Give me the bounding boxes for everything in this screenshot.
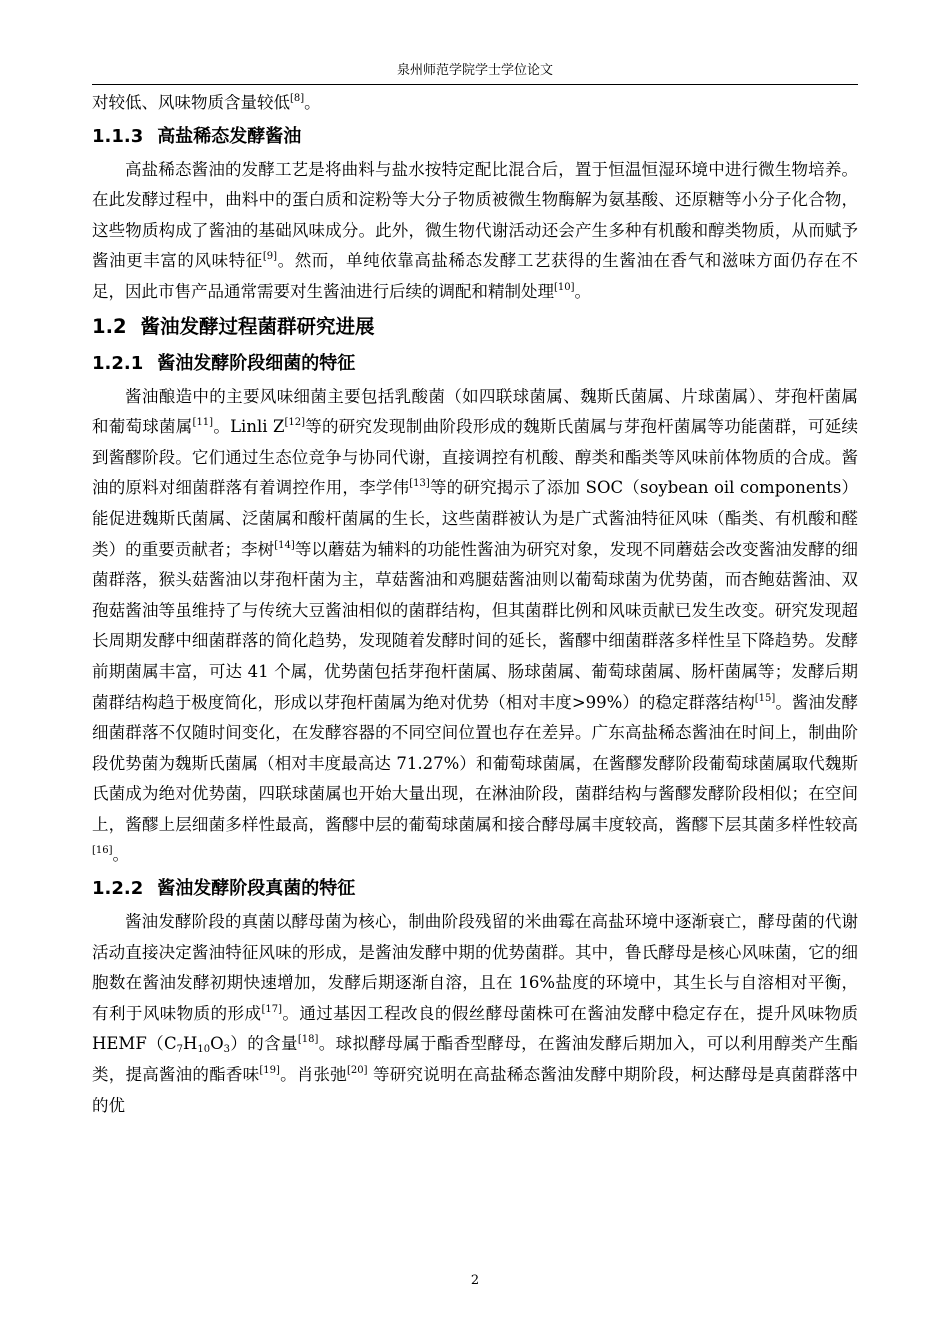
paragraph-high-salt-process xyxy=(92,155,858,308)
text: 。球拟酵母属于酯香型酵母，在酱油发酵后期加入，可以利用醇类产生酯类，提高酱油的酯香味 xyxy=(92,1034,859,1085)
citation: [16] xyxy=(92,845,113,857)
text: 酱油发酵阶段的真菌以酵母菌为核心，制曲阶段残留的米曲霉在高盐环境中逐渐衰亡，酵母菌的代谢活动直接决定酱油特征风味的形成，是酱油发酵中期的优势菌群。其中，鲁氏酵母是核心风味菌，它的细胞数在酱油发酵初期快速增加，发酵后期逐渐自溶，且在 16%盐度的环境中，其生长与自溶相对平衡，有利于风味物质的形成 xyxy=(92,912,858,1023)
citation: [17] xyxy=(261,1003,282,1015)
citation: [18] xyxy=(297,1034,319,1046)
paragraph-fungi xyxy=(92,907,858,1121)
citation: [20] xyxy=(347,1065,368,1077)
section-title: 高盐稀态发酵酱油 xyxy=(157,125,302,147)
citation: [15] xyxy=(754,692,776,704)
text: 。 xyxy=(574,281,592,301)
text: 酱油酿造中的主要风味细菌主要包括乳酸菌（如四联球菌属、魏斯氏菌属、片球菌属）、芽孢杆菌属和葡萄球菌属 xyxy=(92,386,858,437)
section-number: 1.2.1 xyxy=(92,352,144,374)
subscript: 7 xyxy=(176,1044,184,1056)
paragraph-continued xyxy=(92,88,858,119)
text: 。通过基因工程改良的假丝酵母菌株可在酱油发酵中稳定存在，提升风味物质 HEMF（C xyxy=(92,1003,859,1054)
section-heading-1-2-1 xyxy=(92,346,858,382)
text: 。然而，单纯依靠高盐稀态发酵工艺获得的生酱油在香气和滋味方面仍存在不足，因此市售产品通常需要对生酱油进行后续的调配和精制处理 xyxy=(92,251,859,301)
text: 。酱油发酵细菌群落不仅随时间变化，在发酵容器的不同空间位置也存在差异。广东高盐稀态酱油在时间上，制曲阶段优势菌为魏斯氏菌属（相对丰度最高达 71.27%）和葡萄球菌属，在酱醪发酵阶段葡萄球菌属取代魏斯氏菌成为绝对优势菌，四联球菌属也开始大量出现，在淋油阶段，菌群结构与酱醪发酵阶段相似；在空间上，酱醪上层细菌多样性最高，酱醪中层的葡萄球菌属和接合酵母属丰度较高，酱醪下层其菌多样性较高 xyxy=(92,692,859,834)
body-content xyxy=(92,88,858,1121)
page-number: 2 xyxy=(470,1273,480,1288)
running-header: 泉州师范学院学士学位论文 xyxy=(396,63,553,78)
section-number: 1.2 xyxy=(92,314,127,338)
citation: [10] xyxy=(554,281,575,293)
paragraph-bacteria xyxy=(92,382,858,872)
text: 。 xyxy=(304,93,321,112)
text: 等的研究发现制曲阶段形成的魏斯氏菌属与芽孢杆菌属等功能菌群，可延续到酱醪阶段。它们通过生态位竞争与协同代谢，直接调控有机酸、醇类和酯类等风味前体物质的合成。酱油的原料对细菌群落有着调控作用，李学伟 xyxy=(92,417,859,498)
text: 。Linli Z xyxy=(213,417,285,437)
citation: [11] xyxy=(192,417,214,429)
section-title: 酱油发酵阶段细菌的特征 xyxy=(157,352,356,374)
text: 等研究说明在高盐稀态酱油发酵中期阶段，柯达酵母是真菌群落中的优 xyxy=(92,1065,859,1115)
text: 对较低、风味物质含量较低 xyxy=(92,93,290,112)
text: O xyxy=(210,1034,224,1054)
citation: [9] xyxy=(262,251,278,263)
section-number: 1.1.3 xyxy=(92,125,144,147)
text: H xyxy=(183,1034,198,1054)
citation: [12] xyxy=(284,417,306,429)
section-heading-1-2-2 xyxy=(92,871,858,907)
subscript: 3 xyxy=(223,1044,231,1056)
text: 等以蘑菇为辅料的功能性酱油为研究对象，发现不同蘑菇会改变酱油发酵的细菌群落，猴头菇酱油以芽孢杆菌为主，草菇酱油和鸡腿菇酱油则以葡萄球菌为优势菌，而杏鲍菇酱油、双孢菇酱油等虽维持了与传统大豆酱油相似的菌群结构，但其菌群比例和风味贡献已发生改变。研究发现超长周期发酵中细菌群落的简化趋势，发现随着发酵时间的延长，酱醪中细菌群落多样性呈下降趋势。发酵前期菌属丰富，可达 41 个属，优势菌包括芽孢杆菌属、肠球菌属、葡萄球菌属、肠杆菌属等；发酵后期菌群结构趋于极度简化，形成以芽孢杆菌属为绝对优势（相对丰度>99%）的稳定群落结构 xyxy=(92,539,859,712)
citation: [14] xyxy=(274,539,295,551)
citation: [8] xyxy=(290,93,305,104)
section-heading-1-1-3 xyxy=(92,119,858,155)
subscript: 10 xyxy=(197,1044,211,1056)
section-title: 酱油发酵过程菌群研究进展 xyxy=(140,314,375,338)
text: 等的研究揭示了添加 SOC（soybean oil components）能促进魏斯氏菌属、泛菌属和酸杆菌属的生长，这些菌群被认为是广式酱油特征风味（酯类、有机酸和醛类）的重要贡献者；李树 xyxy=(92,478,859,559)
header-rule xyxy=(92,84,858,85)
citation: [13] xyxy=(409,478,430,490)
citation: [19] xyxy=(259,1065,280,1077)
section-title: 酱油发酵阶段真菌的特征 xyxy=(157,878,356,900)
text: ）的含量 xyxy=(230,1034,298,1054)
text: 高盐稀态酱油的发酵工艺是将曲料与盐水按特定配比混合后，置于恒温恒湿环境中进行微生物培养。在此发酵过程中，曲料中的蛋白质和淀粉等大分子物质被微生物酶解为氨基酸、还原糖等小分子化合物，这些物质构成了酱油的基础风味成分。此外，微生物代谢活动还会产生多种有机酸和醇类物质，从而赋予酱油更丰富的风味特征 xyxy=(92,159,858,271)
section-heading-1-2 xyxy=(92,308,858,346)
text: 。 xyxy=(112,845,130,865)
section-number: 1.2.2 xyxy=(92,878,144,900)
text: 。肖张弛 xyxy=(279,1065,348,1085)
